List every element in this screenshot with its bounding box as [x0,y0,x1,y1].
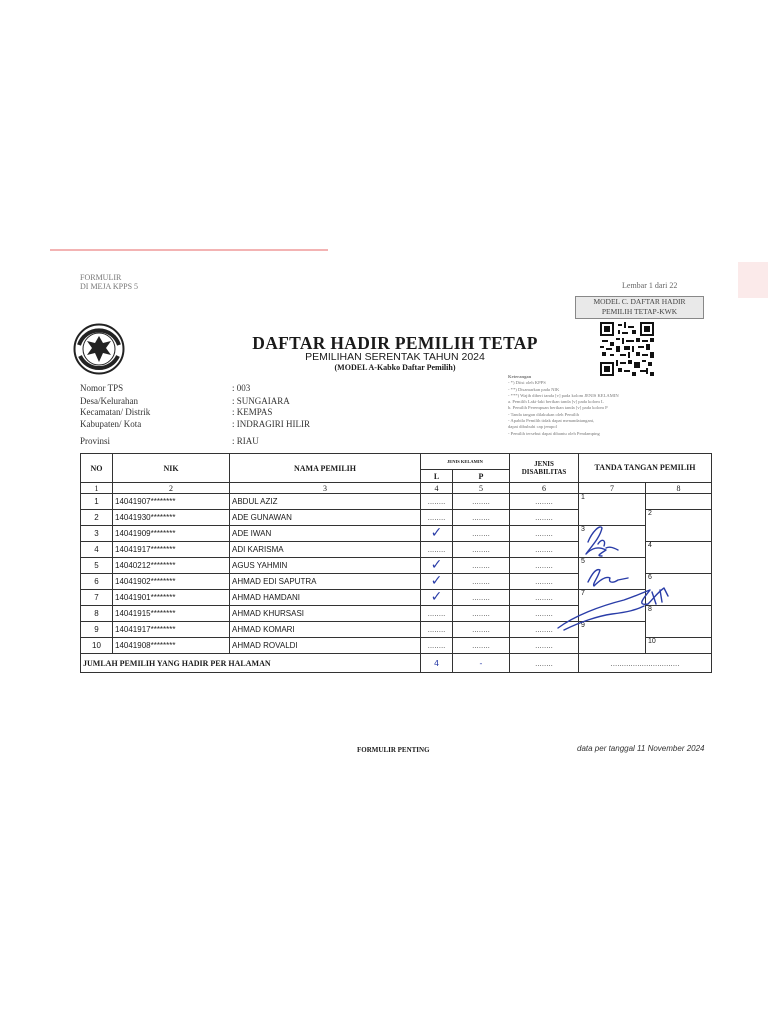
info-value-kabupaten: : INDRAGIRI HILIR [232,419,310,429]
header-disabilitas: JENIS DISABILITAS [510,454,579,483]
footer-date: data per tanggal 11 November 2024 [577,744,705,753]
row-nik: 14041907******** [113,494,230,510]
keterangan-line: a. Pemilih Laki-laki berikan tanda [v] pada kolom L [508,399,604,405]
row-disabilitas-dots: ........ [510,542,579,558]
row-no: 3 [81,526,113,542]
check-mark-icon: ✓ [430,589,443,605]
table-row [81,622,712,638]
row-nama: AHMAD EDI SAPUTRA [230,574,421,590]
keterangan-line: - *) Diisi oleh KPPS [508,380,546,386]
scan-mark-line [50,249,328,251]
form-code-line2: DI MEJA KPPS 5 [80,282,139,291]
row-p-dots: ........ [453,622,510,638]
row-no: 4 [81,542,113,558]
row-l-dots: ........ [421,622,453,638]
col-number: 3 [230,483,421,494]
table-row [81,590,712,606]
row-nik: 14041930******** [113,510,230,526]
row-nik: 14041902******** [113,574,230,590]
info-value-tps: : 003 [232,383,251,393]
row-nama: ADE IWAN [230,526,421,542]
row-disabilitas-dots: ........ [510,510,579,526]
keterangan-notes [508,374,708,437]
total-row [81,654,712,673]
attendance-table [80,453,712,673]
row-p-dots: ........ [453,510,510,526]
row-p-dots: ........ [453,558,510,574]
table-row [81,606,712,622]
column-number-row [81,483,712,494]
total-signature-dots: ............................... [579,654,712,673]
signature-cell-right: 8 [646,606,712,622]
signature-cell-left [579,606,646,622]
signature-cell-left: 1 [579,494,646,510]
row-no: 7 [81,590,113,606]
signature-cell-right: 4 [646,542,712,558]
signature-cell-left: 9 [579,622,646,638]
row-disabilitas-dots: ........ [510,494,579,510]
row-nama: AHMAD KOMARI [230,622,421,638]
info-label-kabupaten: Kabupaten/ Kota [80,419,142,429]
row-nik: 14041909******** [113,526,230,542]
col-number: 7 [579,483,646,494]
row-p-dots: ........ [453,542,510,558]
keterangan-line: - Tanda tangan dilakukan oleh Pemilih [508,411,579,417]
row-disabilitas-dots: ........ [510,590,579,606]
header-l: L [421,470,453,483]
signature-cell-left: 7 [579,590,646,606]
header-jenis-kelamin: JENIS KELAMIN [421,454,510,470]
header-p: P [453,470,510,483]
row-no: 1 [81,494,113,510]
total-disabilitas-dots: ........ [510,654,579,673]
row-nik: 14041908******** [113,638,230,654]
signature-cell-right [646,590,712,606]
row-disabilitas-dots: ........ [510,638,579,654]
total-l-value: 4 [421,654,453,673]
table-row [81,558,712,574]
table-row [81,526,712,542]
row-p-dots: ........ [453,590,510,606]
table-row [81,574,712,590]
row-l-check [421,590,453,606]
row-nik: 14041901******** [113,590,230,606]
page-title: DAFTAR HADIR PEMILIH TETAP [252,333,538,353]
row-disabilitas-dots: ........ [510,622,579,638]
row-nama: ADI KARISMA [230,542,421,558]
info-value-kecamatan: : KEMPAS [232,407,273,417]
keterangan-line: dapat dibubuhi cap jempol [508,424,557,430]
form-code-line1: FORMULIR [80,273,122,282]
sheet-number: Lembar 1 dari 22 [622,281,678,290]
col-number: 5 [453,483,510,494]
table-row [81,542,712,558]
row-p-dots: ........ [453,494,510,510]
info-value-desa: : SUNGAIARA [232,396,290,406]
page-subtitle: PEMILIHAN SERENTAK TAHUN 2024 [305,351,485,363]
check-mark-icon: ✓ [430,525,443,541]
row-disabilitas-dots: ........ [510,574,579,590]
col-number: 2 [113,483,230,494]
row-nik: 14040212******** [113,558,230,574]
col-number: 1 [81,483,113,494]
row-no: 10 [81,638,113,654]
row-l-dots: ........ [421,606,453,622]
info-label-tps: Nomor TPS [80,383,124,393]
row-no: 6 [81,574,113,590]
form-code [80,273,138,291]
row-l-check [421,558,453,574]
info-label-provinsi: Provinsi [80,436,111,446]
row-nama: AHMAD HAMDANI [230,590,421,606]
row-l-dots: ........ [421,542,453,558]
row-nama: ABDUL AZIZ [230,494,421,510]
kpu-logo [73,323,125,375]
scan-mark-corner [738,262,768,298]
page-subtitle-model: (MODEL A-Kabko Daftar Pemilih) [334,363,456,372]
keterangan-title: Keterangan [508,374,532,379]
col-number: 6 [510,483,579,494]
signature-cell-right: 6 [646,574,712,590]
table-row [81,494,712,510]
row-nik: 14041917******** [113,622,230,638]
signature-cell-right [646,526,712,542]
total-label: JUMLAH PEMILIH YANG HADIR PER HALAMAN [81,654,421,673]
header-no: NO [81,454,113,483]
header-nik: NIK [113,454,230,483]
model-box-line2: PEMILIH TETAP-KWK [601,307,678,316]
keterangan-line: - ***) Wajib diberi tanda [v] pada kolom JENIS KELAMIN [508,392,619,398]
table-row [81,638,712,654]
col-number: 4 [421,483,453,494]
row-no: 9 [81,622,113,638]
check-mark-icon: ✓ [430,557,443,573]
info-label-desa: Desa/Kelurahan [80,396,138,406]
row-no: 8 [81,606,113,622]
row-nik: 14041917******** [113,542,230,558]
row-l-dots: ........ [421,638,453,654]
row-nama: AHMAD KHURSASI [230,606,421,622]
row-l-check [421,574,453,590]
signature-cell-right [646,494,712,510]
info-value-provinsi: : RIAU [232,436,259,446]
signature-cell-left: 5 [579,558,646,574]
keterangan-line: - Apabila Pemilih tidak dapat menandatangani, [508,418,595,424]
row-p-dots: ........ [453,638,510,654]
footer-form-label: FORMULIR PENTING [357,746,430,754]
table-row [81,510,712,526]
signature-cell-right [646,558,712,574]
signature-cell-left [579,638,646,654]
qr-code-icon [600,322,654,376]
signature-cell-right: 2 [646,510,712,526]
signature-cell-right: 10 [646,638,712,654]
col-number: 8 [646,483,712,494]
table-header-row [81,454,712,470]
row-no: 5 [81,558,113,574]
signature-cell-left: 3 [579,526,646,542]
model-box [575,296,704,319]
header-tanda-tangan: TANDA TANGAN PEMILIH [579,454,712,483]
row-l-dots: ........ [421,510,453,526]
row-no: 2 [81,510,113,526]
row-disabilitas-dots: ........ [510,558,579,574]
info-label-kecamatan: Kecamatan/ Distrik [80,407,151,417]
row-nama: ADE GUNAWAN [230,510,421,526]
keterangan-line: - Pemilih tersebut dapat dibantu oleh Pendamping [508,430,600,436]
row-nama: AGUS YAHMIN [230,558,421,574]
row-p-dots: ........ [453,574,510,590]
signature-cell-left [579,574,646,590]
signature-cell-left [579,542,646,558]
row-disabilitas-dots: ........ [510,606,579,622]
row-l-dots: ........ [421,494,453,510]
header-nama: NAMA PEMILIH [230,454,421,483]
signature-cell-right [646,622,712,638]
row-p-dots: ........ [453,526,510,542]
signature-cell-left [579,510,646,526]
row-p-dots: ........ [453,606,510,622]
model-box-line1: MODEL C. DAFTAR HADIR [593,297,686,306]
row-nama: AHMAD ROVALDI [230,638,421,654]
keterangan-line: - **) Disamarkan pada NIK [508,386,560,392]
row-nik: 14041915******** [113,606,230,622]
total-p-value: - [453,654,510,673]
keterangan-line: b. Pemilih Perempuan berikan tanda [v] pada kolom P [508,405,608,411]
row-disabilitas-dots: ........ [510,526,579,542]
check-mark-icon: ✓ [430,573,443,589]
row-l-check [421,526,453,542]
